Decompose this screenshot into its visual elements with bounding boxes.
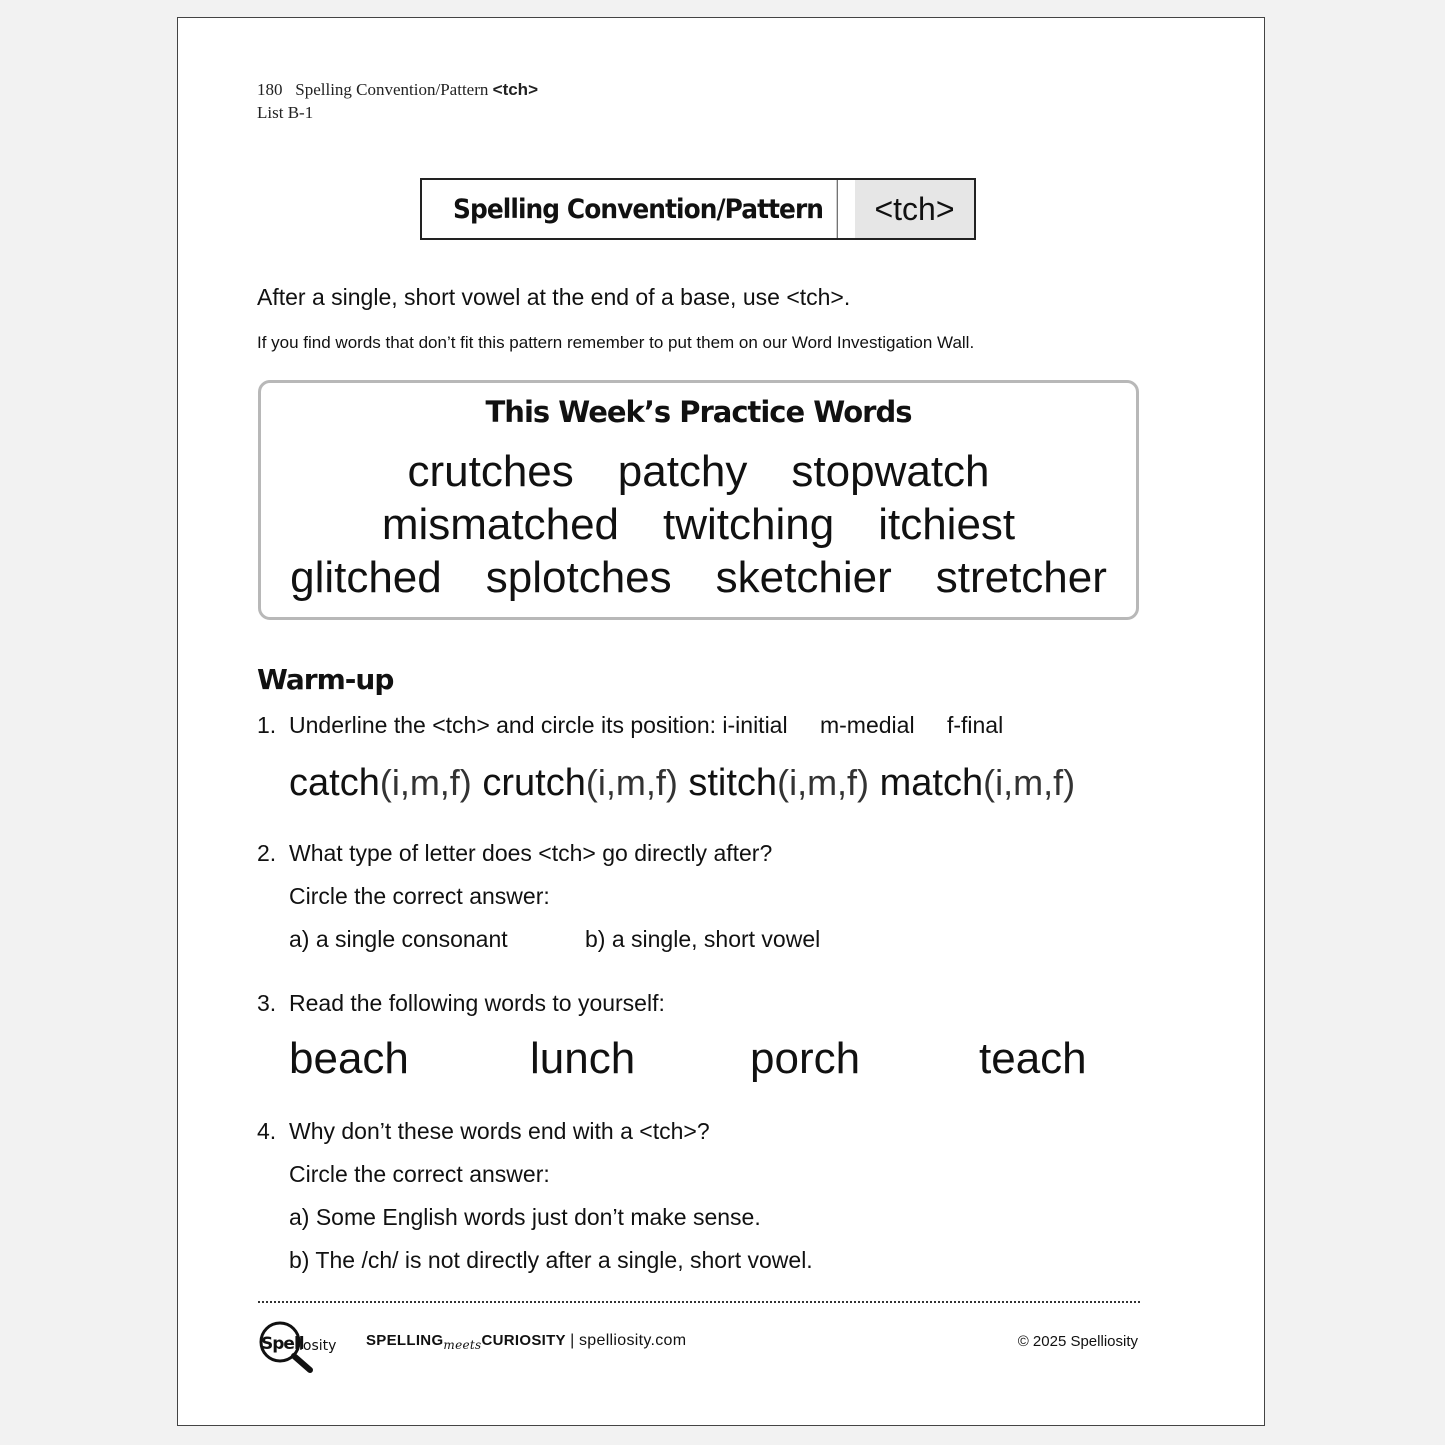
magnifier-icon: [258, 1320, 342, 1376]
q3-word: porch: [750, 1034, 861, 1083]
q2-instruction: Circle the correct answer:: [289, 883, 550, 909]
practice-words-title: This Week’s Practice Words: [485, 395, 912, 429]
practice-word: stopwatch: [791, 447, 990, 496]
footer-tagline: [366, 1332, 686, 1350]
tagline-curiosity: CURIOSITY: [481, 1332, 566, 1349]
tagline-meets: meets: [443, 1338, 482, 1352]
q4-text: Why don’t these words end with a <tch>?: [289, 1118, 710, 1144]
q2-number: 2.: [257, 840, 277, 866]
q1-prompt: Underline the <tch> and circle its position: i-initial: [289, 712, 788, 738]
q4-option-b[interactable]: b) The /ch/ is not directly after a single, short vowel.: [289, 1247, 813, 1273]
q2-option-a[interactable]: a) a single consonant: [289, 926, 508, 952]
q1-words: [289, 762, 1075, 805]
q4-option-a[interactable]: a) Some English words just don’t make sense.: [289, 1204, 761, 1230]
practice-word: sketchier: [715, 553, 892, 602]
q1-positions[interactable]: (i,m,f): [379, 762, 472, 803]
q1-positions[interactable]: (i,m,f): [585, 762, 678, 803]
practice-word: glitched: [290, 553, 442, 602]
q3-word: beach: [289, 1034, 409, 1083]
footer-divider: [258, 1301, 1140, 1303]
q4-number: 4.: [257, 1118, 277, 1144]
q2-option-b[interactable]: b) a single, short vowel: [585, 926, 821, 952]
q3-number: 3.: [257, 990, 277, 1016]
practice-word: mismatched: [381, 500, 620, 549]
q1-number: 1.: [257, 712, 277, 738]
q1-word[interactable]: crutch: [482, 762, 586, 804]
practice-word: crutches: [407, 447, 574, 496]
practice-words-box: [258, 380, 1139, 620]
q2-text: What type of letter does <tch> go directly after?: [289, 840, 773, 866]
practice-word: itchiest: [878, 500, 1016, 549]
practice-row: [261, 500, 1136, 550]
q4-instruction: Circle the correct answer:: [289, 1161, 550, 1187]
q1-word[interactable]: stitch: [688, 762, 778, 804]
q3-word: lunch: [530, 1034, 636, 1083]
warmup-heading: Warm-up: [257, 663, 394, 696]
header-section: Spelling Convention/Pattern: [295, 80, 489, 99]
q1-word[interactable]: match: [879, 762, 984, 804]
practice-word: twitching: [663, 500, 835, 549]
spelliosity-logo: [258, 1320, 342, 1376]
q3-word: teach: [979, 1034, 1087, 1083]
q3-text: Read the following words to yourself:: [289, 990, 665, 1016]
practice-word: stretcher: [935, 553, 1107, 602]
page-header: [257, 80, 538, 100]
q1-positions[interactable]: (i,m,f): [983, 762, 1076, 803]
website-link[interactable]: spelliosity.com: [579, 1332, 687, 1349]
header-pattern: <tch>: [492, 80, 538, 99]
q1-option-medial[interactable]: m-medial: [819, 712, 915, 738]
practice-word: patchy: [617, 447, 748, 496]
q1-text: [289, 712, 1003, 739]
page-number: 180: [257, 80, 283, 99]
note-text: If you find words that don’t fit this pattern remember to put them on our Word Investigation Wall.: [257, 333, 975, 352]
practice-word: splotches: [485, 553, 672, 602]
tagline-separator: |: [570, 1332, 575, 1349]
practice-row: [261, 553, 1136, 603]
practice-row: [261, 447, 1136, 497]
worksheet-page: [177, 17, 1265, 1426]
tagline-spelling: SPELLING: [366, 1332, 444, 1349]
copyright: © 2025 Spelliosity: [1017, 1333, 1138, 1350]
title-box: [420, 178, 976, 240]
list-label: List B-1: [257, 103, 314, 122]
title-label: Spelling Convention/Pattern: [439, 180, 837, 238]
q1-positions[interactable]: (i,m,f): [777, 762, 870, 803]
q1-word[interactable]: catch: [289, 762, 380, 804]
title-pattern: <tch>: [855, 180, 974, 238]
logo-spell: Spell: [261, 1334, 304, 1354]
rule-text: After a single, short vowel at the end of a base, use <tch>.: [257, 284, 851, 310]
logo-iosity: iosity: [299, 1338, 337, 1354]
q1-option-final[interactable]: f-final: [946, 712, 1004, 738]
